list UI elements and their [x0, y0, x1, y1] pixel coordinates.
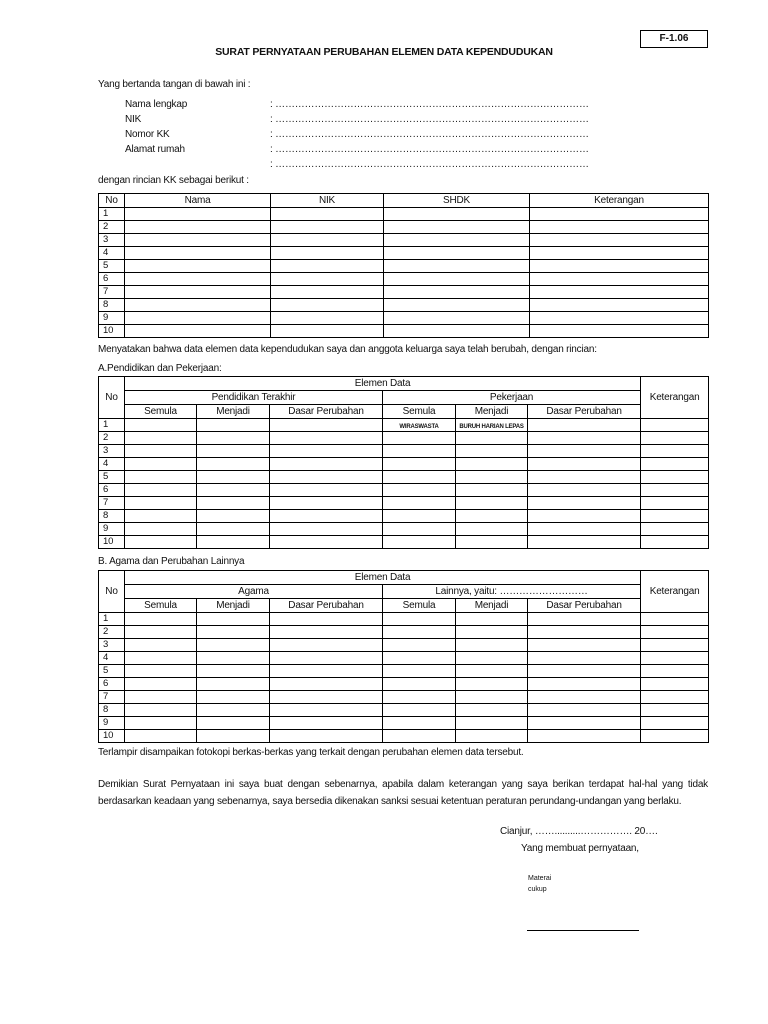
section-a-header-pendidikan: Pendidikan Terakhir: [125, 391, 383, 405]
kk-header-no: No: [99, 194, 125, 208]
kk-row-no: 1: [99, 208, 125, 221]
section-b-row-no: 3: [99, 639, 125, 652]
kk-table: [98, 193, 709, 338]
place-date: Cianjur, ……..........……………. 20….: [500, 826, 658, 837]
section-b-sub-semula: Semula: [383, 599, 456, 613]
field-label-alamat: Alamat rumah: [125, 144, 185, 155]
closing-line-2: berdasarkan keadaan yang sebenarnya, saya bersedia dikenakan sanksi sesuai ketentuan peraturan perundang-undangan yang berlaku.: [98, 796, 682, 807]
kk-header-shdk: SHDK: [384, 194, 530, 208]
section-b-table: [98, 570, 709, 743]
intro-text: Yang bertanda tangan di bawah ini :: [98, 79, 251, 90]
section-a-table: [98, 376, 709, 549]
section-b-row-no: 9: [99, 717, 125, 730]
section-b-header-lainnya: Lainnya, yaitu: ………………………: [383, 585, 641, 599]
kk-row-no: 8: [99, 299, 125, 312]
kk-row-no: 7: [99, 286, 125, 299]
row1-menjadi-pekerjaan: BURUH HARIAN LEPAS: [459, 423, 524, 430]
section-a-sub-dasar: Dasar Perubahan: [528, 405, 641, 419]
section-a-title: A.Pendidikan dan Pekerjaan:: [98, 363, 222, 374]
kk-header-nik: NIK: [271, 194, 384, 208]
section-a-header-keterangan: Keterangan: [641, 377, 709, 419]
section-b-sub-semula: Semula: [125, 599, 197, 613]
kk-row-no: 10: [99, 325, 125, 338]
section-b-row-no: 4: [99, 652, 125, 665]
section-b-sub-menjadi: Menjadi: [197, 599, 270, 613]
section-b-sub-menjadi: Menjadi: [456, 599, 528, 613]
section-b-row-no: 10: [99, 730, 125, 743]
field-label-kk: Nomor KK: [125, 129, 170, 140]
closing-line-1: Demikian Surat Pernyataan ini saya buat dengan sebenarnya, apabila dalam keterangan yang saya berikan terdapat hal-hal yang tidak: [98, 779, 708, 790]
section-b-row-no: 2: [99, 626, 125, 639]
section-b-header-agama: Agama: [125, 585, 383, 599]
section-a-sub-semula: Semula: [383, 405, 456, 419]
section-b-title: B. Agama dan Perubahan Lainnya: [98, 556, 245, 567]
section-a-sub-menjadi: Menjadi: [197, 405, 270, 419]
section-a-header-pekerjaan: Pekerjaan: [383, 391, 641, 405]
section-b-header-elemen-data: Elemen Data: [125, 571, 641, 585]
document-title: SURAT PERNYATAAN PERUBAHAN ELEMEN DATA KEPENDUDUKAN: [215, 46, 553, 58]
field-label-nik: NIK: [125, 114, 142, 125]
kk-row-no: 3: [99, 234, 125, 247]
row1-semula-pekerjaan: WIRASWASTA: [399, 423, 439, 430]
kk-row-no: 5: [99, 260, 125, 273]
section-a-sub-dasar: Dasar Perubahan: [270, 405, 383, 419]
field-value-kk: : ……………………………………………………………………………………: [270, 129, 589, 140]
section-b-header-keterangan: Keterangan: [641, 571, 709, 613]
section-b-row-no: 6: [99, 678, 125, 691]
section-a-row-no: 8: [99, 510, 125, 523]
field-value-nik: : ……………………………………………………………………………………: [270, 114, 589, 125]
form-code: F-1.06: [640, 30, 708, 48]
section-b-row-no: 1: [99, 613, 125, 626]
section-a-header-elemen-data: Elemen Data: [125, 377, 641, 391]
section-b-sub-dasar: Dasar Perubahan: [270, 599, 383, 613]
attachment-note: Terlampir disampaikan fotokopi berkas-berkas yang terkait dengan perubahan elemen data tersebut.: [98, 747, 524, 758]
section-a-row-no: 7: [99, 497, 125, 510]
signer-label: Yang membuat pernyataan,: [521, 843, 639, 854]
statement-text: Menyatakan bahwa data elemen data kependudukan saya dan anggota keluarga saya telah berubah, dengan rincian:: [98, 344, 597, 355]
section-b-header-no: No: [99, 571, 125, 613]
section-a-row-no: 4: [99, 458, 125, 471]
section-b-sub-dasar: Dasar Perubahan: [528, 599, 641, 613]
field-value-nama: : ……………………………………………………………………………………: [270, 99, 589, 110]
section-b-row-no: 8: [99, 704, 125, 717]
kk-row-no: 6: [99, 273, 125, 286]
kk-row-no: 2: [99, 221, 125, 234]
section-a-header-no: No: [99, 377, 125, 419]
kk-row-no: 4: [99, 247, 125, 260]
signature-line: [527, 930, 639, 931]
section-a-row-no: 3: [99, 445, 125, 458]
field-value-alamat: : ……………………………………………………………………………………: [270, 144, 589, 155]
section-b-row-no: 5: [99, 665, 125, 678]
section-b-row-no: 7: [99, 691, 125, 704]
kk-intro-text: dengan rincian KK sebagai berikut :: [98, 175, 249, 186]
section-a-sub-semula: Semula: [125, 405, 197, 419]
section-a-sub-menjadi: Menjadi: [456, 405, 528, 419]
kk-header-keterangan: Keterangan: [530, 194, 709, 208]
materai-line-2: cukup: [528, 886, 547, 893]
section-a-row-no: 5: [99, 471, 125, 484]
section-a-row-no: 1: [99, 419, 125, 432]
section-a-row-no: 6: [99, 484, 125, 497]
section-a-row-no: 2: [99, 432, 125, 445]
kk-row-no: 9: [99, 312, 125, 325]
materai-line-1: Materai: [528, 875, 552, 882]
field-value-alamat-2: : ……………………………………………………………………………………: [270, 159, 589, 170]
section-a-row-no: 10: [99, 536, 125, 549]
kk-header-nama: Nama: [125, 194, 271, 208]
field-label-nama: Nama lengkap: [125, 99, 188, 110]
section-a-row-no: 9: [99, 523, 125, 536]
